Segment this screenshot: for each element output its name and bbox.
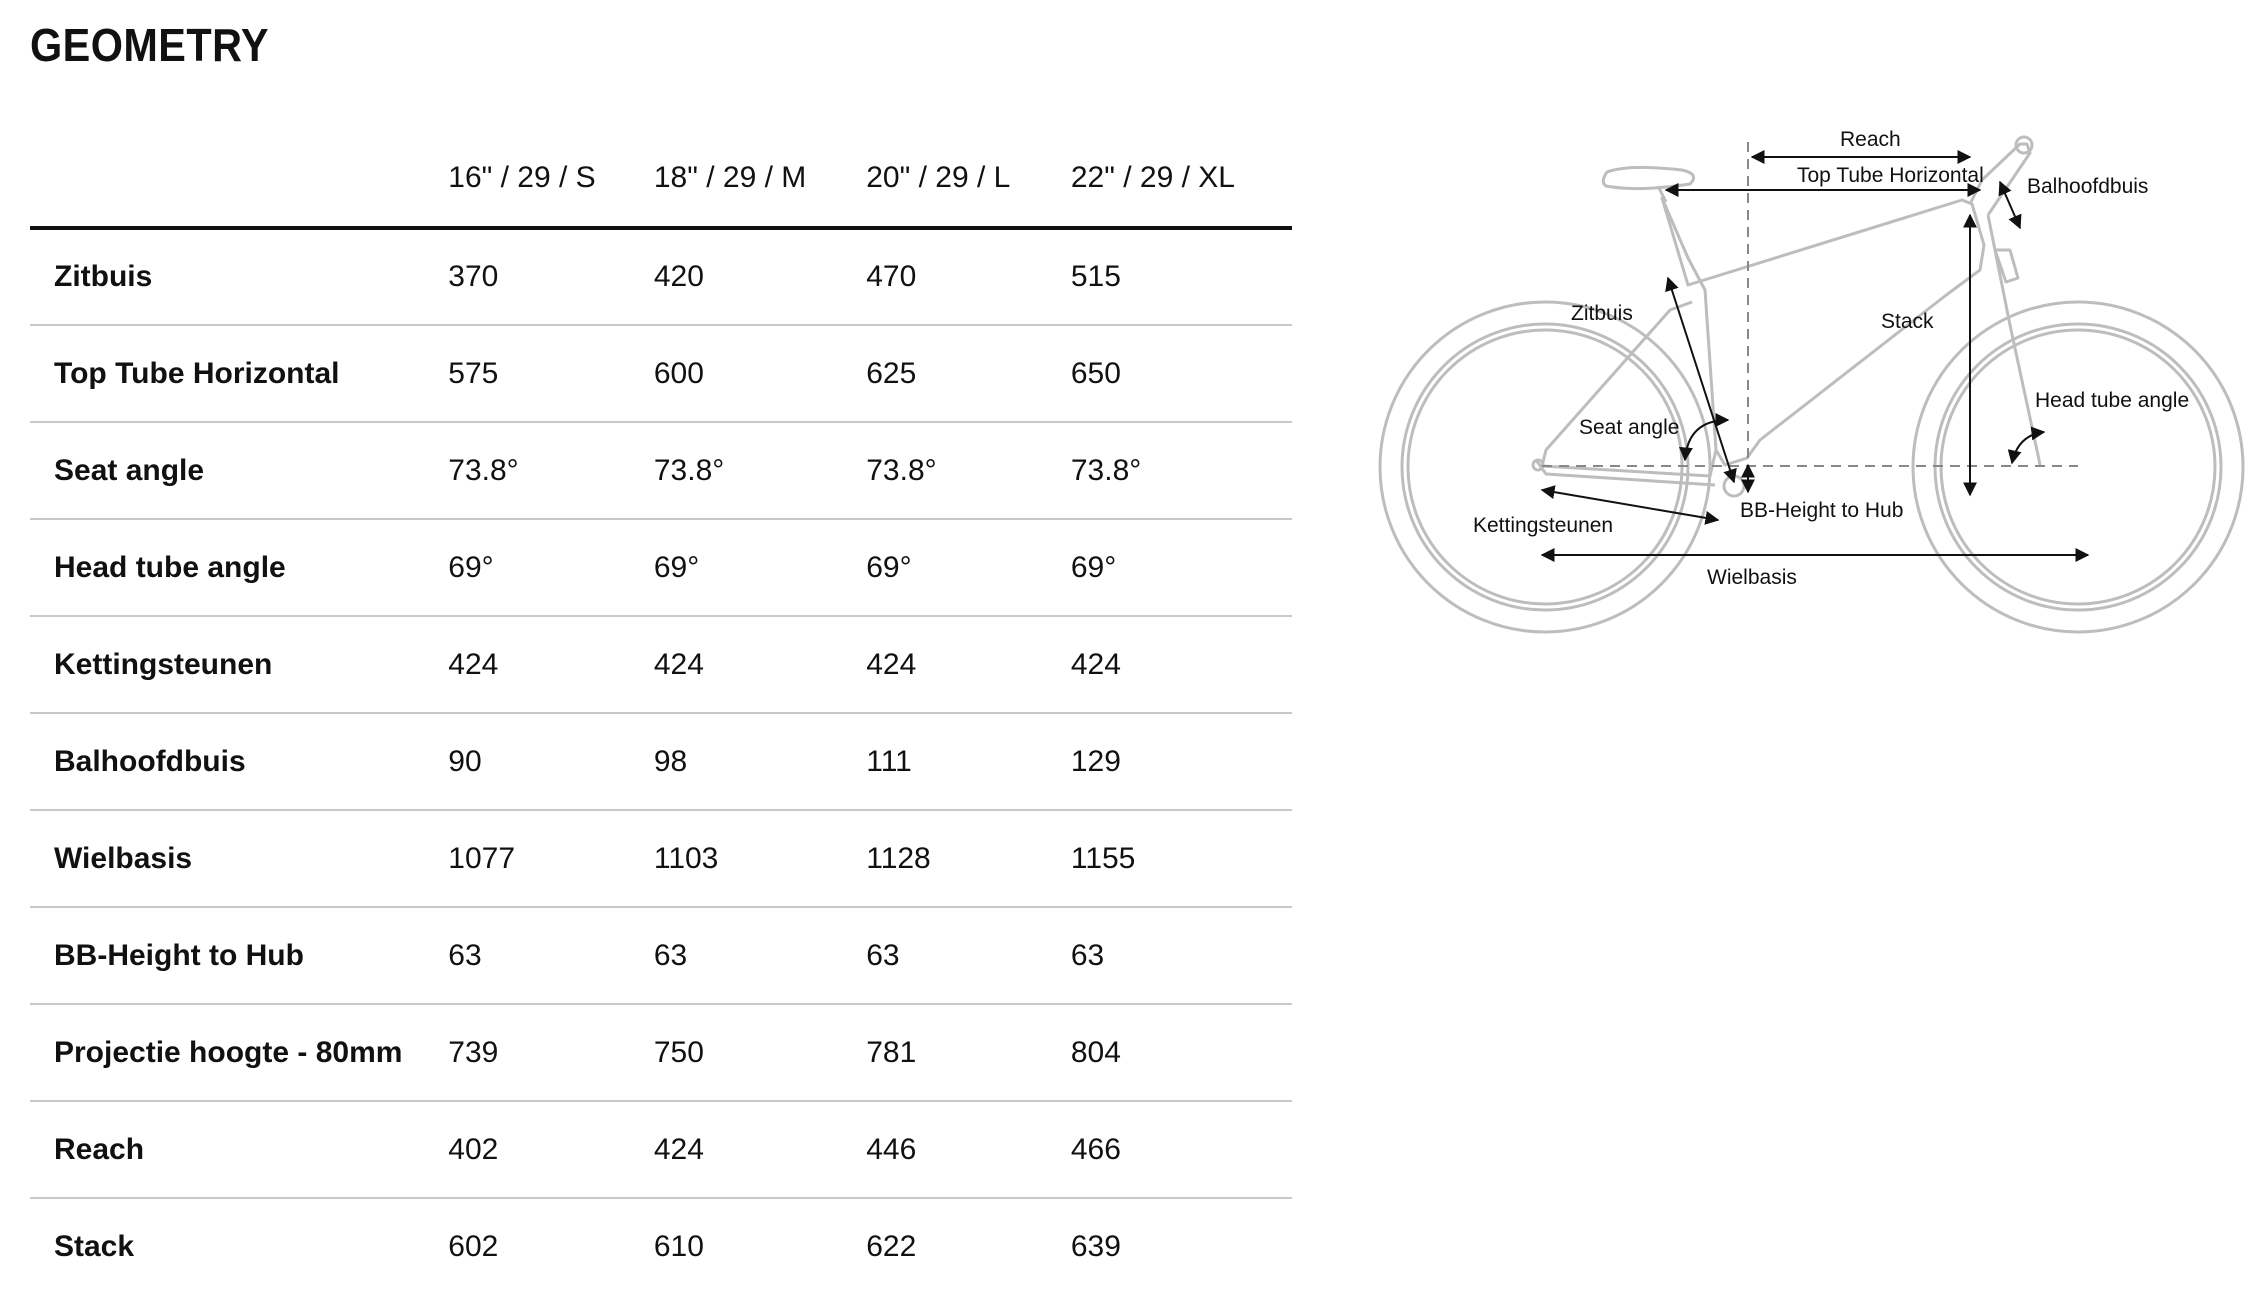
table-row (30, 713, 1292, 810)
cell-value: 781 (866, 1004, 1071, 1101)
table-row (30, 1198, 1292, 1295)
row-label: Head tube angle (30, 519, 448, 616)
cell-value: 610 (653, 1230, 704, 1263)
balhoofdbuis-label: Balhoofdbuis (2027, 175, 2149, 198)
table-row (30, 907, 1292, 1004)
cell-value: 63 (448, 907, 654, 1004)
table-row (30, 1004, 1292, 1101)
cell-value: 63 (654, 907, 866, 1004)
cell-value: 750 (654, 1004, 866, 1101)
geometry-table (30, 130, 1292, 1295)
row-label: Reach (30, 1101, 448, 1198)
head-tube-angle-label: Head tube angle (2035, 389, 2190, 412)
row-label: Seat angle (30, 422, 448, 519)
cell-value: 73.8° (866, 422, 1071, 519)
cell-value: 424 (1071, 616, 1292, 713)
stack-label: Stack (1881, 310, 1934, 333)
table-row (30, 325, 1292, 422)
cell-value: 600 (654, 325, 866, 422)
cell-value: 90 (448, 713, 654, 810)
table-row (30, 422, 1292, 519)
cell-value: 804 (1071, 1004, 1292, 1101)
cell-value: 1077 (448, 810, 654, 907)
row-label: Zitbuis (30, 228, 448, 325)
cell-value: 420 (654, 228, 866, 325)
cell-value: 1128 (866, 810, 1071, 907)
balhoofdbuis-arrow (2000, 182, 2020, 228)
cell-value: 129 (1071, 713, 1292, 810)
cell-value: 466 (1071, 1101, 1292, 1198)
cell-value: 370 (448, 228, 654, 325)
size-header-xl: 22" / 29 / XL (1071, 130, 1292, 228)
table-row (30, 810, 1292, 907)
table-header-row (30, 130, 1292, 228)
row-label: Balhoofdbuis (30, 713, 448, 810)
cell-value: 424 (654, 616, 866, 713)
row-label: Projectie hoogte - 80mm (30, 1004, 448, 1101)
cell-value: 69° (866, 519, 1071, 616)
size-header-m: 18" / 29 / M (654, 130, 866, 228)
cell-value: 424 (866, 616, 1071, 713)
cell-value: 63 (866, 907, 1071, 1004)
corner-header (30, 130, 448, 228)
cell-value: 575 (448, 325, 654, 422)
cell-value: 424 (448, 616, 654, 713)
top-tube-label: Top Tube Horizontal (1797, 164, 1984, 187)
size-header-l: 20" / 29 / L (866, 130, 1071, 228)
cell-value: 625 (866, 325, 1071, 422)
table-row (30, 1101, 1292, 1198)
cell-value: 515 (1071, 228, 1292, 325)
cell-value: 622 (866, 1230, 917, 1263)
cell-value: 73.8° (1071, 422, 1292, 519)
cell-value: 73.8° (654, 422, 866, 519)
cell-value: 98 (654, 713, 866, 810)
cell-value: 111 (866, 713, 1071, 810)
bike-geometry-diagram (1370, 120, 2252, 640)
table-row (30, 616, 1292, 713)
reach-label: Reach (1840, 128, 1901, 151)
cell-value: 650 (1071, 325, 1292, 422)
cell-value: 402 (448, 1101, 654, 1198)
cell-value: 1155 (1071, 810, 1292, 907)
cell-value: 69° (448, 519, 654, 616)
page-title: GEOMETRY (30, 19, 269, 71)
row-label: Wielbasis (30, 810, 448, 907)
seat-angle-label: Seat angle (1579, 416, 1680, 439)
cell-value: 470 (866, 228, 1071, 325)
cell-value: 424 (654, 1101, 866, 1198)
bb-height-label: BB-Height to Hub (1740, 499, 1904, 522)
row-label: Kettingsteunen (30, 616, 448, 713)
table-row (30, 228, 1292, 325)
table-row (30, 519, 1292, 616)
row-label: Stack (54, 1230, 135, 1263)
cell-value: 69° (654, 519, 866, 616)
row-label: BB-Height to Hub (30, 907, 448, 1004)
size-header-s: 16" / 29 / S (448, 130, 654, 228)
wielbasis-label: Wielbasis (1707, 566, 1797, 589)
cell-value: 63 (1071, 907, 1292, 1004)
zitbuis-arrow (1668, 278, 1734, 482)
row-label: Top Tube Horizontal (30, 325, 448, 422)
cell-value: 1103 (654, 810, 866, 907)
cell-value: 739 (448, 1004, 654, 1101)
cell-value: 73.8° (448, 422, 654, 519)
cell-value: 602 (448, 1230, 499, 1263)
kettingsteunen-label: Kettingsteunen (1473, 514, 1614, 537)
cell-value: 446 (866, 1101, 1071, 1198)
cell-value: 639 (1070, 1230, 1121, 1263)
zitbuis-label: Zitbuis (1571, 302, 1633, 325)
cell-value: 69° (1071, 519, 1292, 616)
